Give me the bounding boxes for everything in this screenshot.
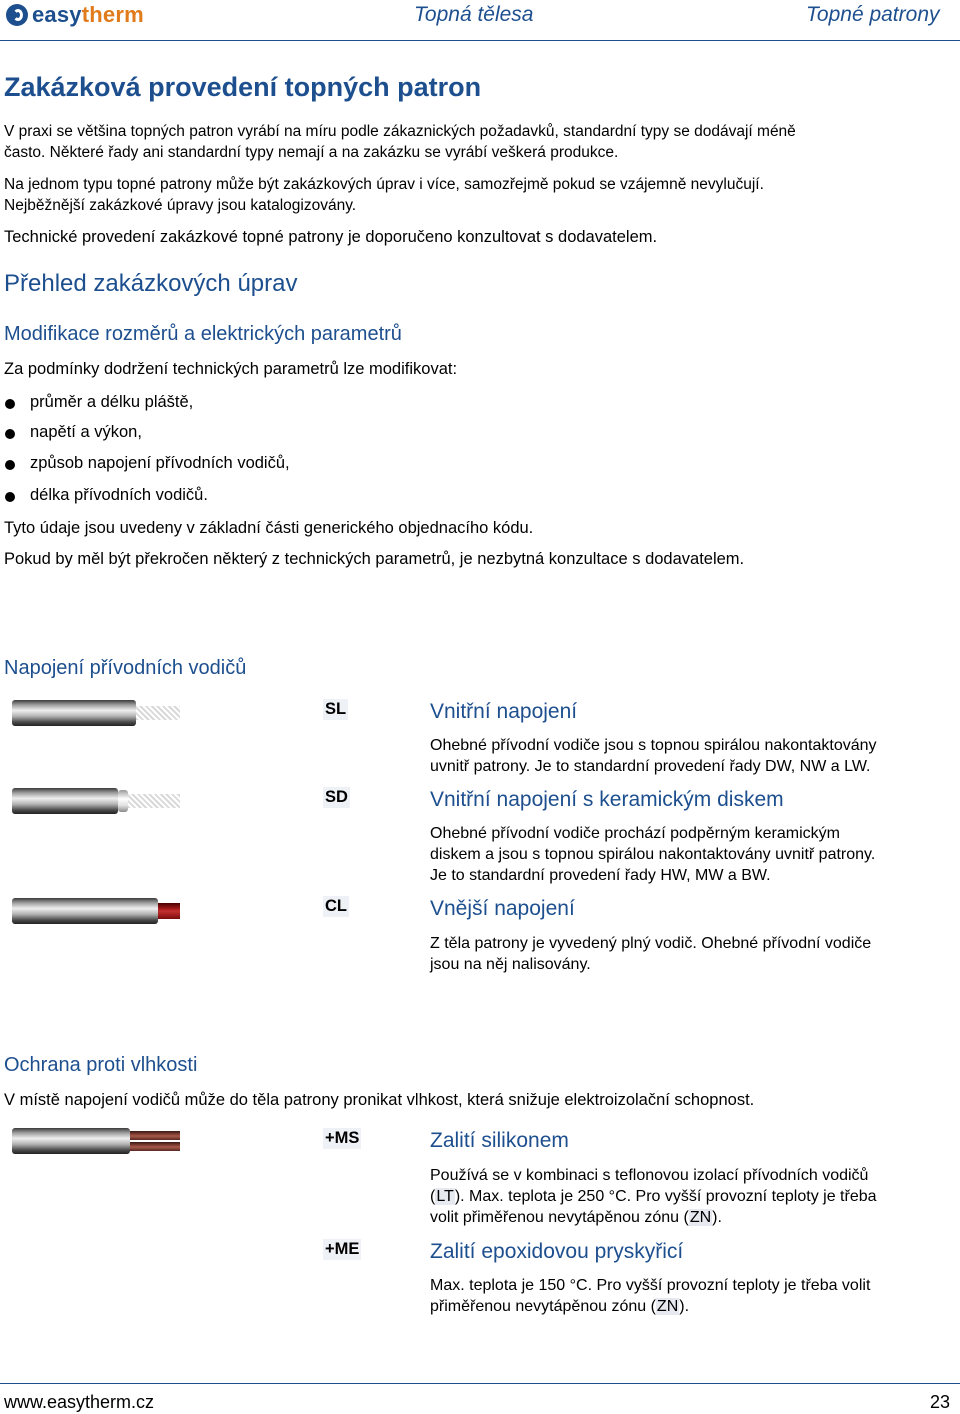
footer-url[interactable]: www.easytherm.cz [4, 1392, 155, 1412]
bullet-icon [5, 460, 15, 470]
sl-cartridge-image [12, 700, 136, 726]
overview-heading: Přehled zakázkových úprav [4, 270, 298, 297]
sd-cartridge-image [12, 788, 118, 814]
footer-divider [0, 1383, 960, 1384]
header-section-title: Topná tělesa [414, 3, 534, 26]
ms-lead-wire-image [130, 1131, 180, 1140]
ms-title: Zalití silikonem [430, 1129, 569, 1152]
modifications-heading: Modifikace rozměrů a elektrických parametrů [4, 323, 402, 345]
logo-text: easytherm [32, 2, 144, 27]
list-item: průměr a délku pláště, [30, 393, 194, 411]
code-zn: ZN [656, 1298, 679, 1315]
code-zn: ZN [689, 1209, 712, 1226]
code-lt: LT [436, 1188, 454, 1205]
intro-paragraph-2: Na jednom typu topné patrony může být zakázkových úprav i více, samozřejmě pokud se vzájemně nevylučují. Nejběžnější zakázkové úpravy jsou katalogizovány. [4, 176, 764, 214]
page-title: Zakázková provedení topných patron [4, 72, 482, 102]
sd-lead-wire-image [128, 794, 180, 808]
cl-solid-conductor-image [158, 903, 180, 919]
ms-description: Používá se v kombinaci s teflonovou izolací přívodních vodičů (LT). Max. teplota je 250 °C. Pro vyšší provozní teploty je třeba volit přiměřenou nevytápěnou zónu (ZN). [430, 1167, 877, 1226]
me-description: Max. teplota je 150 °C. Pro vyšší provozní teploty je třeba volit přiměřenou nevytápěnou zónu (ZN). [430, 1277, 871, 1315]
moisture-lead: V místě napojení vodičů může do těla patrony pronikat vlhkost, která snižuje elektroizolační schopnost. [4, 1091, 755, 1109]
header-chapter-title: Topné patrony [806, 3, 940, 26]
intro-paragraph-1: V praxi se většina topných patron vyrábí na míru podle zákaznických požadavků, standardní typy se dodávají méně často. Některé řady ani standardní typy nemají a na zakázku se vyrábí veškerá produkce. [4, 123, 796, 161]
brand-logo [6, 2, 144, 28]
sl-title: Vnitřní napojení [430, 700, 578, 723]
code-me: +ME [325, 1240, 360, 1258]
ms-cartridge-image [12, 1128, 130, 1154]
cl-cartridge-image [12, 898, 158, 924]
ms-lead-wire-image [130, 1142, 180, 1151]
bullet-icon [5, 492, 15, 502]
modifications-note-2: Pokud by měl být překročen některý z technických parametrů, je nezbytná konzultace s dodavatelem. [4, 550, 745, 568]
bullet-icon [5, 429, 15, 439]
modifications-lead: Za podmínky dodržení technických parametrů lze modifikovat: [4, 360, 458, 378]
header-divider [0, 40, 960, 41]
logo-icon [6, 4, 28, 26]
sd-title: Vnitřní napojení s keramickým diskem [430, 788, 784, 811]
connection-heading: Napojení přívodních vodičů [4, 657, 247, 679]
sd-description: Ohebné přívodní vodiče prochází podpěrným keramickým diskem a jsou s topnou spirálou nakontaktovány uvnitř patrony. Je to standardní provedení řady HW, MW a BW. [430, 825, 876, 884]
sl-description: Ohebné přívodní vodiče jsou s topnou spirálou nakontaktovány uvnitř patrony. Je to standardní provedení řady DW, NW a LW. [430, 737, 877, 775]
modifications-note-1: Tyto údaje jsou uvedeny v základní části generického objednacího kódu. [4, 519, 534, 537]
sl-lead-wire-image [136, 706, 180, 720]
list-item: délka přívodních vodičů. [30, 486, 208, 504]
bullet-icon [5, 399, 15, 409]
code-sd: SD [325, 788, 348, 806]
page-number: 23 [930, 1392, 951, 1412]
sd-ceramic-disk-image [118, 790, 128, 812]
code-ms: +MS [325, 1129, 360, 1147]
cl-description: Z těla patrony je vyvedený plný vodič. Ohebné přívodní vodiče jsou na něj nalisovány. [430, 935, 872, 973]
cl-title: Vnější napojení [430, 897, 575, 920]
list-item: způsob napojení přívodních vodičů, [30, 454, 290, 472]
intro-paragraph-3: Technické provedení zakázkové topné patrony je doporučeno konzultovat s dodavatelem. [4, 228, 658, 246]
code-sl: SL [325, 700, 347, 718]
list-item: napětí a výkon, [30, 423, 142, 441]
me-title: Zalití epoxidovou pryskyřicí [430, 1240, 684, 1263]
code-cl: CL [325, 897, 347, 915]
moisture-heading: Ochrana proti vlhkosti [4, 1054, 198, 1076]
